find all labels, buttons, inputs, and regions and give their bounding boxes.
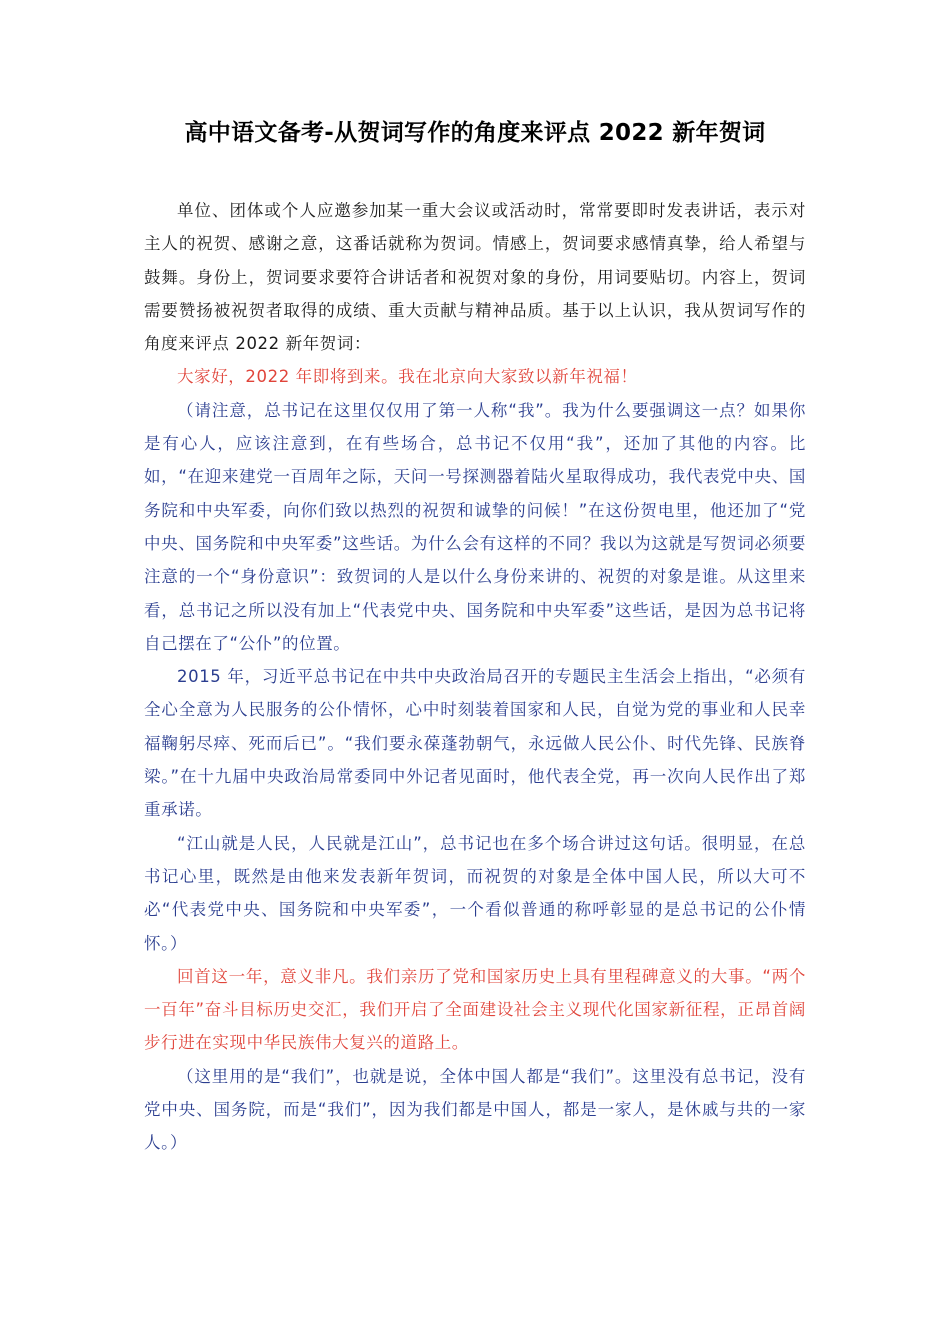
quote-paragraph-2: 回首这一年，意义非凡。我们亲历了党和国家历史上具有里程碑意义的大事。“两个一百年”奋斗目标历史交汇，我们开启了全面建设社会主义现代化国家新征程，正昂首阔步行进在实现中华民族伟大复兴的道路上。 (144, 966, 806, 1053)
intro-paragraph: 单位、团体或个人应邀参加某一重大会议或活动时，常常要即时发表讲话，表示对主人的祝贺、感谢之意，这番话就称为贺词。情感上，贺词要求感情真挚，给人希望与鼓舞。身份上，贺词要求要符合讲话者和祝贺对象的身份，用词要贴切。内容上，贺词需要赞扬被祝贺者取得的成绩、重大贡献与精神品质。基于以上认识，我从贺词写作的角度来评点 2022 新年贺词： (144, 201, 806, 354)
comment-paragraph-1b: 2015 年，习近平总书记在中共中央政治局召开的专题民主生活会上指出，“必须有全心全意为人民服务的公仆情怀，心中时刻装着国家和人民，自觉为党的事业和人民幸福鞠躬尽瘁、死而后已”。“我们要永葆蓬勃朝气，永远做人民公仆、时代先锋、民族脊梁。”在十九届中央政治局常委同中外记者见面时，他代表全党，再一次向人民作出了郑重承诺。 (144, 667, 806, 820)
comment-paragraph-1a: （请注意，总书记在这里仅仅用了第一人称“我”。我为什么要强调这一点？如果你是有心人，应该注意到，在有些场合，总书记不仅用“我”，还加了其他的内容。比如，“在迎来建党一百周年之际，天问一号探测器着陆火星取得成功，我代表党中央、国务院和中央军委，向你们致以热烈的祝贺和诚挚的问候！”在这份贺电里，他还加了“党中央、国务院和中央军委”这些话。为什么会有这样的不同？我以为这就是写贺词必须要注意的一个“身份意识”：致贺词的人是以什么身份来讲的、祝贺的对象是谁。从这里来看，总书记之所以没有加上“代表党中央、国务院和中央军委”这些话，是因为总书记将自己摆在了“公仆”的位置。 (144, 400, 806, 653)
document-body (144, 194, 806, 1160)
comment-paragraph-1c: “江山就是人民，人民就是江山”，总书记也在多个场合讲过这句话。很明显，在总书记心里，既然是由他来发表新年贺词，而祝贺的对象是全体中国人民，所以大可不必“代表党中央、国务院和中央军委”，一个看似普通的称呼彰显的是总书记的公仆情怀。） (144, 833, 806, 953)
document-title: 高中语文备考-从贺词写作的角度来评点 2022 新年贺词 (184, 120, 766, 146)
comment-paragraph-2: （这里用的是“我们”，也就是说，全体中国人都是“我们”。这里没有总书记，没有党中央、国务院，而是“我们”，因为我们都是中国人，都是一家人，是休戚与共的一家人。） (144, 1066, 806, 1153)
quote-paragraph-1: 大家好，2022 年即将到来。我在北京向大家致以新年祝福！ (177, 367, 638, 387)
